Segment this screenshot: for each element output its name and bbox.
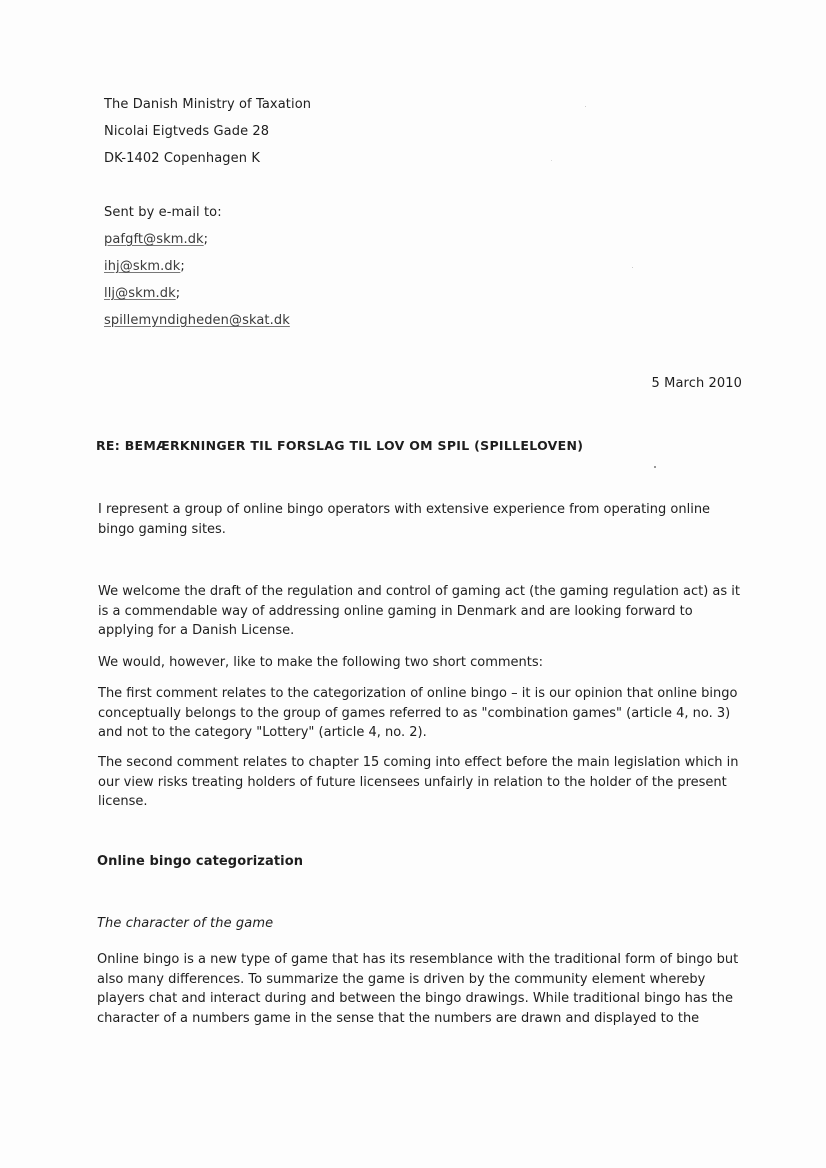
paragraph-line: We would, however, like to make the following two short comments: — [98, 655, 544, 670]
subsection-heading: The character of the game — [97, 916, 274, 931]
paragraph-line: and not to the category "Lottery" (article 4, no. 2). — [98, 725, 427, 740]
email-separator: ; — [175, 286, 181, 301]
paragraph-first-comment — [98, 684, 737, 743]
email-link[interactable]: ihj@skm.dk — [104, 259, 181, 274]
section-heading: Online bingo categorization — [97, 854, 304, 869]
paragraph-line: We welcome the draft of the regulation and control of gaming act (the gaming regulation act) as it — [98, 584, 740, 599]
address-line-1: The Danish Ministry of Taxation — [104, 97, 312, 112]
scan-speck — [654, 466, 656, 468]
paragraph-game-character — [97, 950, 738, 1028]
sent-by-label: Sent by e-mail to: — [104, 205, 222, 220]
scan-speck — [551, 160, 552, 161]
paragraph-line: license. — [98, 794, 148, 809]
paragraph-welcome — [98, 582, 740, 641]
recipient-4 — [104, 313, 290, 329]
paragraph-line: also many differences. To summarize the game is driven by the community element whereby — [97, 971, 706, 987]
email-link[interactable]: llj@skm.dk — [104, 286, 176, 301]
email-separator: ; — [203, 232, 209, 247]
recipient-2 — [104, 259, 185, 275]
email-separator: ; — [180, 259, 185, 274]
email-link[interactable]: pafgft@skm.dk — [104, 232, 204, 247]
letter-date: 5 March 2010 — [651, 376, 742, 391]
scan-speck — [632, 267, 633, 268]
address-line-3: DK-1402 Copenhagen K — [104, 151, 260, 166]
recipient-3 — [104, 286, 180, 302]
paragraph-second-comment — [98, 753, 739, 812]
paragraph-line: The second comment relates to chapter 15 coming into effect before the main legislation which in — [98, 755, 739, 770]
paragraph-line: is a commendable way of addressing online gaming in Denmark and are looking forward to — [98, 603, 693, 619]
email-link[interactable]: spillemyndigheden@skat.dk — [104, 313, 290, 328]
paragraph-comments-intro — [98, 653, 543, 673]
address-line-2: Nicolai Eigtveds Gade 28 — [104, 124, 270, 139]
paragraph-intro — [98, 500, 710, 539]
paragraph-line: bingo gaming sites. — [98, 521, 226, 537]
paragraph-line: applying for a Danish License. — [98, 623, 295, 638]
paragraph-line: our view risks treating holders of future licensees unfairly in relation to the holder of the present — [98, 774, 727, 790]
paragraph-line: character of a numbers game in the sense that the numbers are drawn and displayed to the — [97, 1010, 700, 1026]
paragraph-line: conceptually belongs to the group of games referred to as "combination games" (article 4, no. 3) — [98, 705, 731, 721]
paragraph-line: players chat and interact during and between the bingo drawings. While traditional bingo has the — [97, 991, 734, 1006]
paragraph-line: I represent a group of online bingo operators with extensive experience from operating online — [98, 502, 711, 517]
paragraph-line: Online bingo is a new type of game that has its resemblance with the traditional form of bingo but — [97, 952, 739, 967]
scan-speck — [585, 106, 586, 107]
recipient-1 — [104, 232, 208, 248]
paragraph-line: The first comment relates to the categorization of online bingo – it is our opinion that online bingo — [98, 686, 738, 701]
letter-subject: RE: BEMÆRKNINGER TIL FORSLAG TIL LOV OM SPIL (SPILLELOVEN) — [96, 438, 584, 453]
